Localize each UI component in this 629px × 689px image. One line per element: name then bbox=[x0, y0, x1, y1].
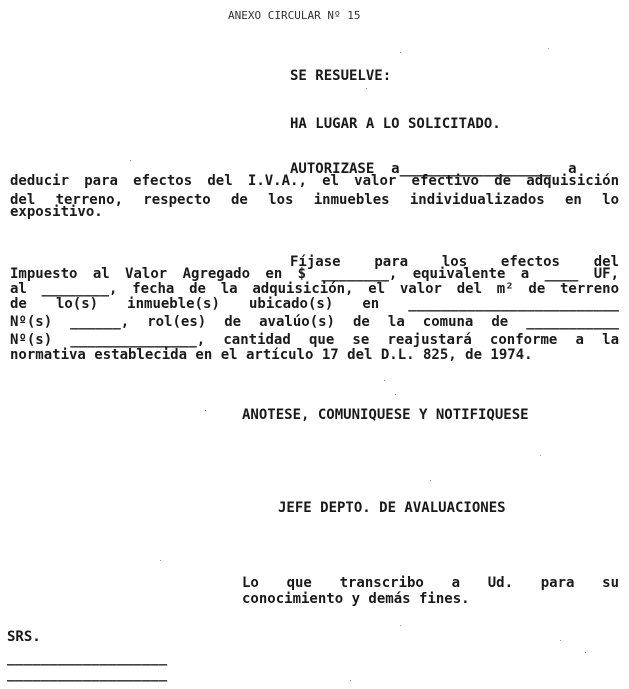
fijase-line-3: al ________, fecha de la adquisición, el valor del m² de terreno bbox=[10, 281, 619, 297]
fijase-line-6: Nº(s) _______________, cantidad que se reajustará conforme a la bbox=[10, 332, 619, 348]
scan-speck bbox=[366, 88, 367, 89]
transcribo-line-2: conocimiento y demás fines. bbox=[242, 591, 470, 607]
scan-speck bbox=[585, 652, 586, 653]
srs-blank-line-2: ___________________ bbox=[7, 666, 168, 682]
autorizase-line-4: expositivo. bbox=[10, 204, 103, 220]
fijase-line-4: de lo(s) inmueble(s) ubicado(s) en _________________________ bbox=[10, 296, 619, 312]
scan-speck bbox=[160, 560, 161, 561]
fijase-line-7: normativa establecida en el artículo 17 del D.L. 825, de 1974. bbox=[10, 347, 533, 363]
scan-speck bbox=[350, 680, 351, 681]
ha-lugar-statement: HA LUGAR A LO SOLICITADO. bbox=[290, 116, 501, 132]
scan-speck bbox=[430, 480, 431, 481]
srs-blank-line-1: ___________________ bbox=[7, 650, 168, 666]
autorizase-line-1: AUTORIZASE a__________________ a bbox=[290, 161, 577, 177]
se-resuelve-heading: SE RESUELVE: bbox=[290, 68, 392, 84]
document-header: ANEXO CIRCULAR Nº 15 bbox=[228, 9, 361, 22]
fijase-line-5: Nº(s) ______, rol(es) de avalúo(s) de la comuna de ___________ bbox=[10, 314, 619, 330]
scan-speck bbox=[540, 455, 541, 456]
scan-speck bbox=[548, 48, 549, 49]
transcribo-line-1: Lo que transcribo a Ud. para su bbox=[242, 575, 619, 591]
scan-speck bbox=[130, 160, 131, 161]
autorizase-line-3: del terreno, respecto de los inmuebles individualizados en lo bbox=[10, 192, 619, 208]
scan-speck bbox=[400, 625, 401, 626]
scan-speck bbox=[205, 410, 206, 411]
scan-speck bbox=[400, 52, 401, 53]
fijase-line-2: Impuesto al Valor Agregado en $ ________, equivalente a ____ UF, bbox=[10, 266, 619, 282]
autorizase-line-2: deducir para efectos del I.V.A., el valor efectivo de adquisición bbox=[10, 173, 619, 189]
srs-label: SRS. bbox=[7, 629, 41, 645]
fijase-line-1: Fíjase para los efectos del bbox=[290, 254, 619, 270]
jefe-signature-title: JEFE DEPTO. DE AVALUACIONES bbox=[278, 500, 506, 516]
scan-speck bbox=[395, 394, 396, 395]
anotese-statement: ANOTESE, COMUNIQUESE Y NOTIFIQUESE bbox=[242, 407, 529, 423]
scan-speck bbox=[384, 380, 385, 381]
scan-speck bbox=[560, 640, 561, 641]
